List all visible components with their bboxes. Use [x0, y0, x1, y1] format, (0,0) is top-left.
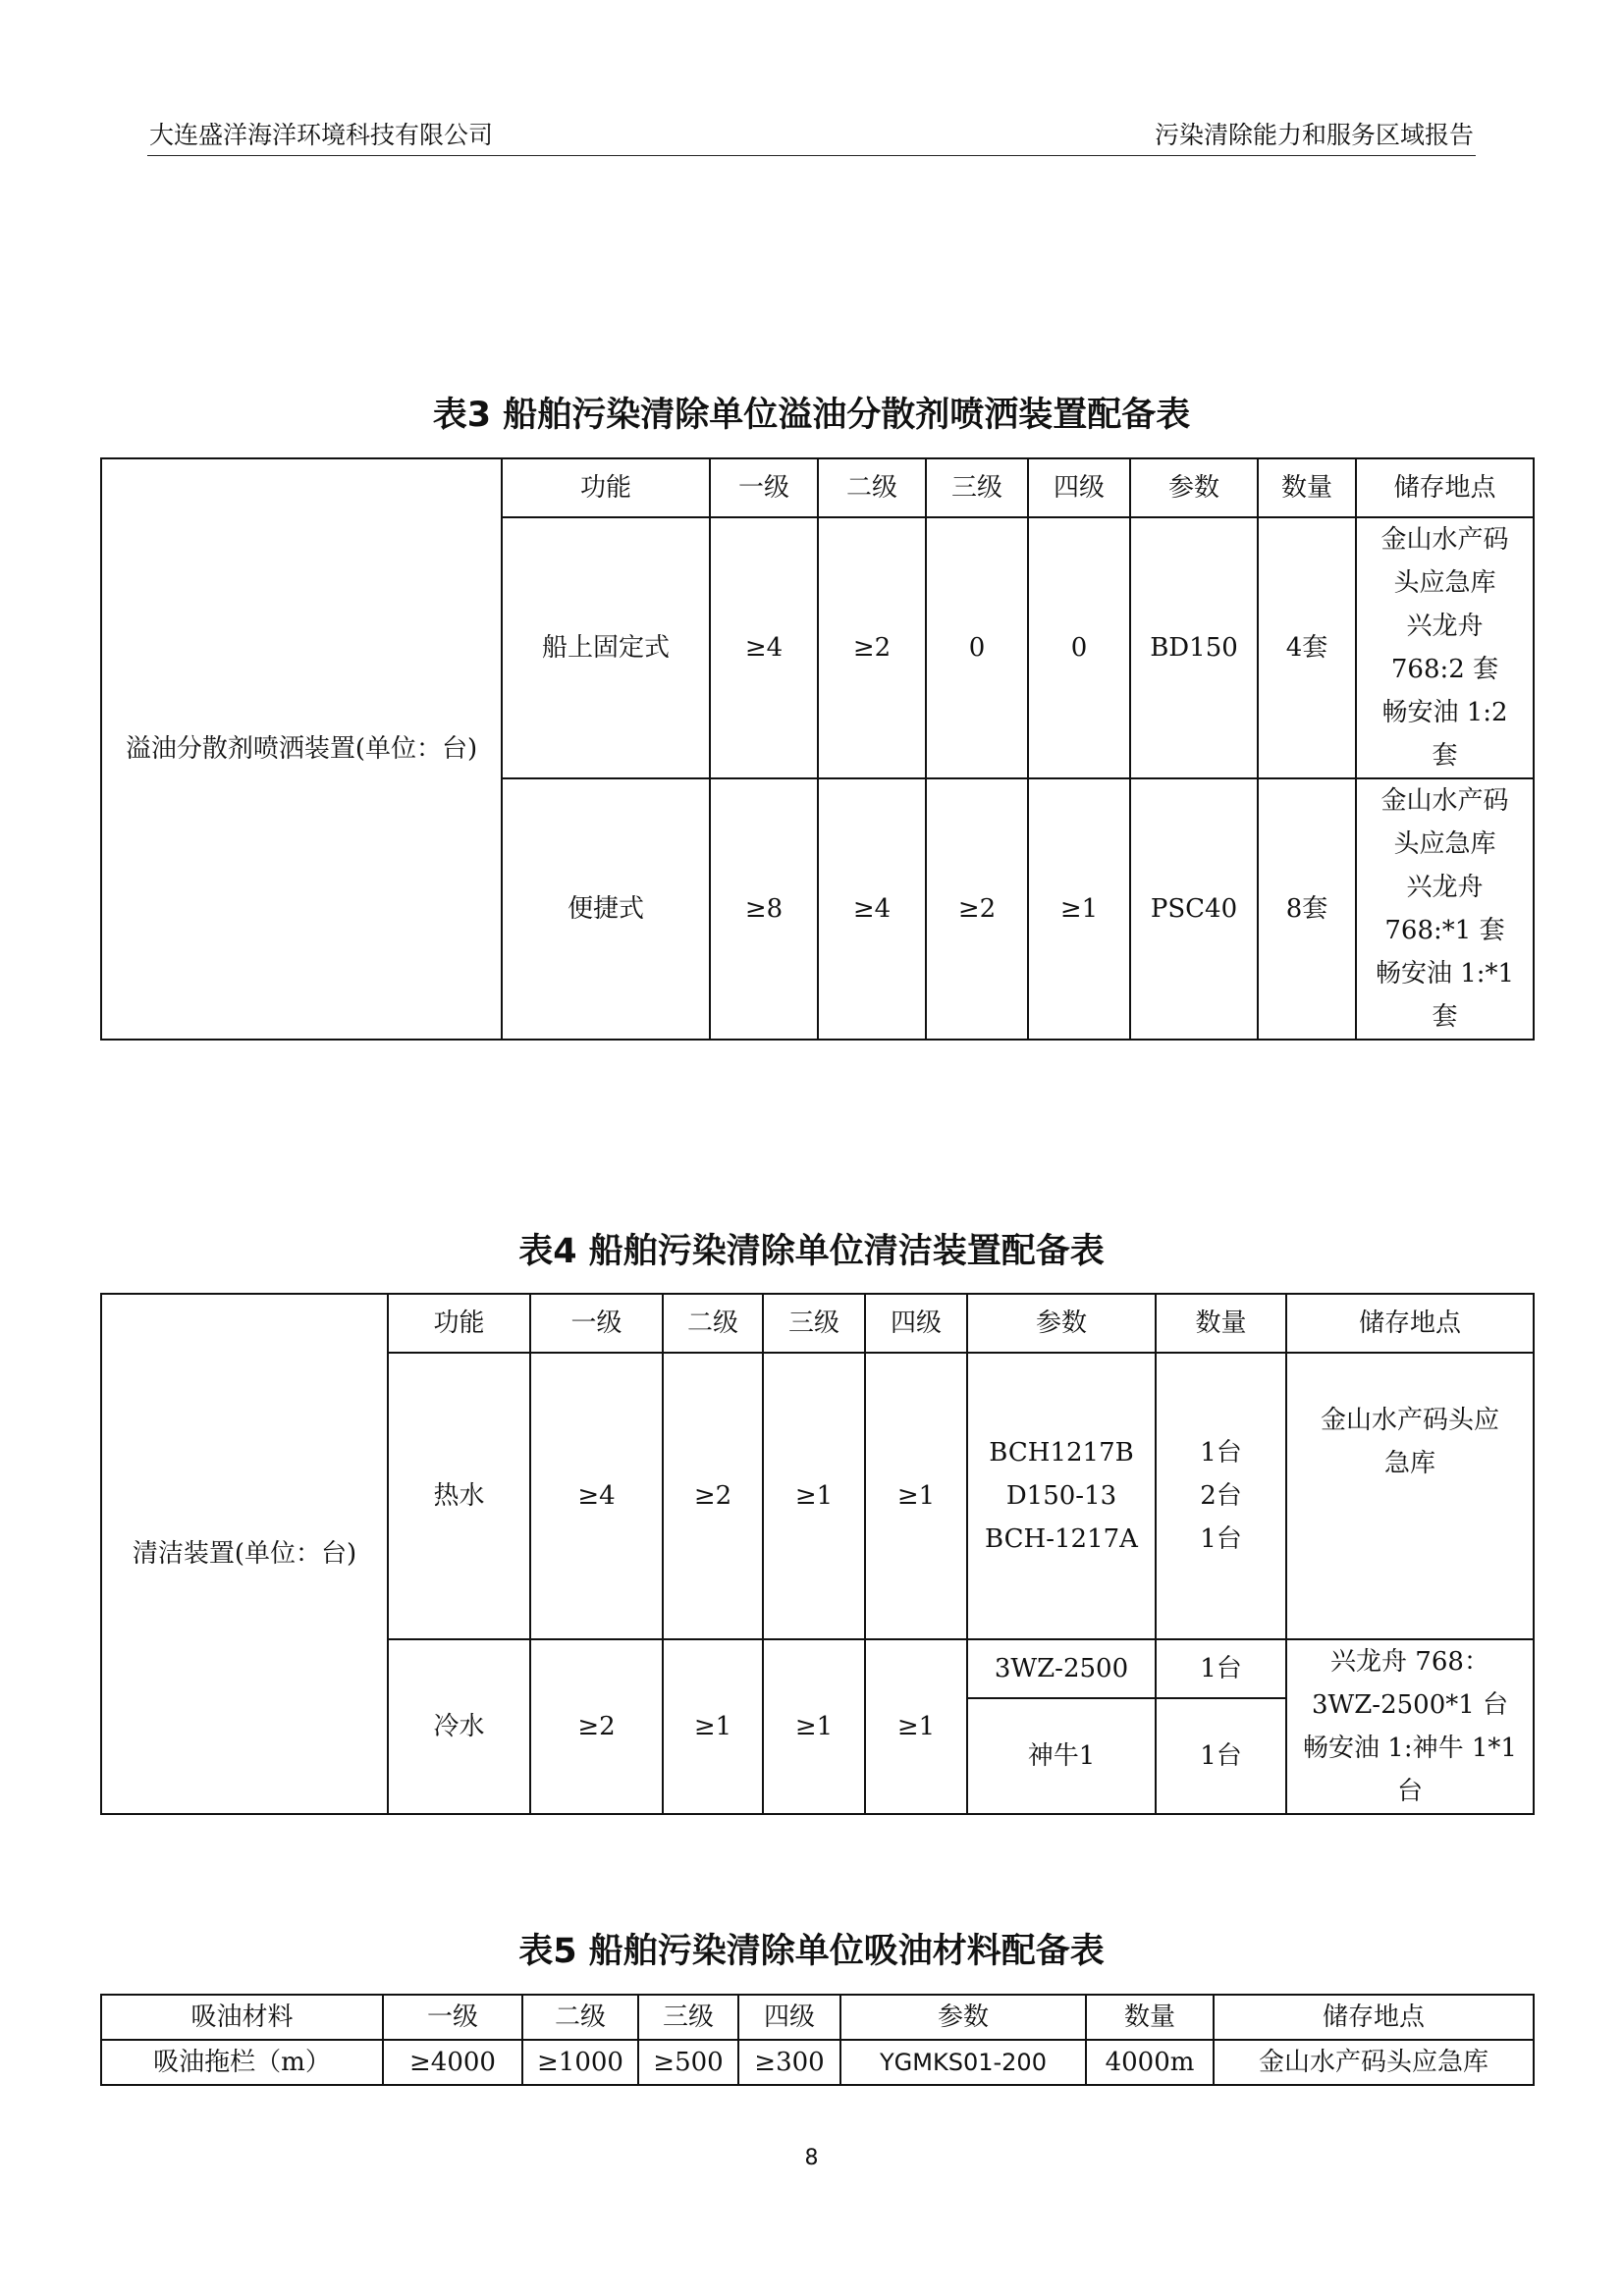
param-cell: 3WZ-2500 — [967, 1639, 1156, 1698]
param-cell: YGMKS01-200 — [840, 2040, 1086, 2085]
page-header — [147, 116, 1476, 156]
table4-header-qty: 数量 — [1156, 1294, 1286, 1353]
report-name: 污染清除能力和服务区域报告 — [1154, 121, 1474, 149]
function-cell: 便捷式 — [502, 778, 710, 1040]
table3-header-param: 参数 — [1130, 458, 1258, 517]
storage-cell: 金山水产码头应急库 — [1214, 2040, 1534, 2085]
level3-cell: 0 — [926, 517, 1028, 778]
table3 — [100, 457, 1535, 1041]
storage-cell: 兴龙舟 768： 3WZ-2500*1 台 畅安油 1:神牛 1*1 台 — [1286, 1639, 1534, 1814]
level1-cell: ≥8 — [710, 778, 818, 1040]
table5 — [100, 1994, 1535, 2086]
material-cell: 吸油拖栏（m） — [101, 2040, 383, 2085]
table3-header-function: 功能 — [502, 458, 710, 517]
level2-cell: ≥4 — [818, 778, 926, 1040]
level1-cell: ≥2 — [530, 1639, 663, 1814]
qty-cell: 1台 2台 1台 — [1156, 1353, 1286, 1639]
level1-cell: ≥4000 — [383, 2040, 522, 2085]
qty-cell: 4000m — [1086, 2040, 1214, 2085]
level3-cell: ≥1 — [763, 1639, 865, 1814]
level4-cell: ≥1 — [865, 1353, 967, 1639]
level4-cell: ≥300 — [738, 2040, 840, 2085]
level4-cell: 0 — [1028, 517, 1130, 778]
table3-header-storage: 储存地点 — [1356, 458, 1534, 517]
level3-cell: ≥2 — [926, 778, 1028, 1040]
qty-cell: 8套 — [1258, 778, 1356, 1040]
qty-cell: 1台 — [1156, 1698, 1286, 1814]
table5-header-level4: 四级 — [738, 1995, 840, 2040]
table3-header-level2: 二级 — [818, 458, 926, 517]
level3-cell: ≥500 — [638, 2040, 738, 2085]
level2-cell: ≥2 — [663, 1353, 763, 1639]
table3-title: 表3 船舶污染清除单位溢油分散剂喷洒装置配备表 — [432, 396, 1191, 435]
table3-header-level1: 一级 — [710, 458, 818, 517]
page-number: 8 — [804, 2146, 819, 2170]
level3-cell: ≥1 — [763, 1353, 865, 1639]
table3-category: 溢油分散剂喷洒装置(单位：台) — [101, 458, 502, 1040]
function-cell: 热水 — [388, 1353, 530, 1639]
level1-cell: ≥4 — [530, 1353, 663, 1639]
table4-header-level1: 一级 — [530, 1294, 663, 1353]
table3-header-level3: 三级 — [926, 458, 1028, 517]
function-cell: 冷水 — [388, 1639, 530, 1814]
table4-header-param: 参数 — [967, 1294, 1156, 1353]
table5-header-storage: 储存地点 — [1214, 1995, 1534, 2040]
table5-header-level1: 一级 — [383, 1995, 522, 2040]
table4-category: 清洁装置(单位：台) — [101, 1294, 388, 1814]
level2-cell: ≥1 — [663, 1639, 763, 1814]
table4-title: 表4 船舶污染清除单位清洁装置配备表 — [518, 1232, 1105, 1271]
storage-cell: 金山水产码 头应急库 兴龙舟 768:*1 套 畅安油 1:*1 套 — [1356, 778, 1534, 1040]
function-cell: 船上固定式 — [502, 517, 710, 778]
storage-cell: 金山水产码头应 急库 — [1286, 1353, 1534, 1639]
param-cell: BD150 — [1130, 517, 1258, 778]
table4 — [100, 1293, 1535, 1815]
level1-cell: ≥4 — [710, 517, 818, 778]
table5-header-material: 吸油材料 — [101, 1995, 383, 2040]
storage-cell: 金山水产码 头应急库 兴龙舟 768:2 套 畅安油 1:2 套 — [1356, 517, 1534, 778]
param-cell: BCH1217B D150-13 BCH-1217A — [967, 1353, 1156, 1639]
table4-header-storage: 储存地点 — [1286, 1294, 1534, 1353]
table5-title: 表5 船舶污染清除单位吸油材料配备表 — [518, 1932, 1105, 1971]
table3-header-qty: 数量 — [1258, 458, 1356, 517]
table3-header-level4: 四级 — [1028, 458, 1130, 517]
table5-header-level3: 三级 — [638, 1995, 738, 2040]
level2-cell: ≥1000 — [522, 2040, 638, 2085]
table4-header-level2: 二级 — [663, 1294, 763, 1353]
level4-cell: ≥1 — [1028, 778, 1130, 1040]
level2-cell: ≥2 — [818, 517, 926, 778]
table4-header-function: 功能 — [388, 1294, 530, 1353]
param-cell: 神牛1 — [967, 1698, 1156, 1814]
table4-header-level3: 三级 — [763, 1294, 865, 1353]
qty-cell: 1台 — [1156, 1639, 1286, 1698]
qty-cell: 4套 — [1258, 517, 1356, 778]
table5-header-level2: 二级 — [522, 1995, 638, 2040]
table-row — [101, 2040, 1534, 2085]
company-name: 大连盛洋海洋环境科技有限公司 — [149, 121, 494, 149]
param-cell: PSC40 — [1130, 778, 1258, 1040]
level4-cell: ≥1 — [865, 1639, 967, 1814]
table5-header-param: 参数 — [840, 1995, 1086, 2040]
table5-header-qty: 数量 — [1086, 1995, 1214, 2040]
table4-header-level4: 四级 — [865, 1294, 967, 1353]
